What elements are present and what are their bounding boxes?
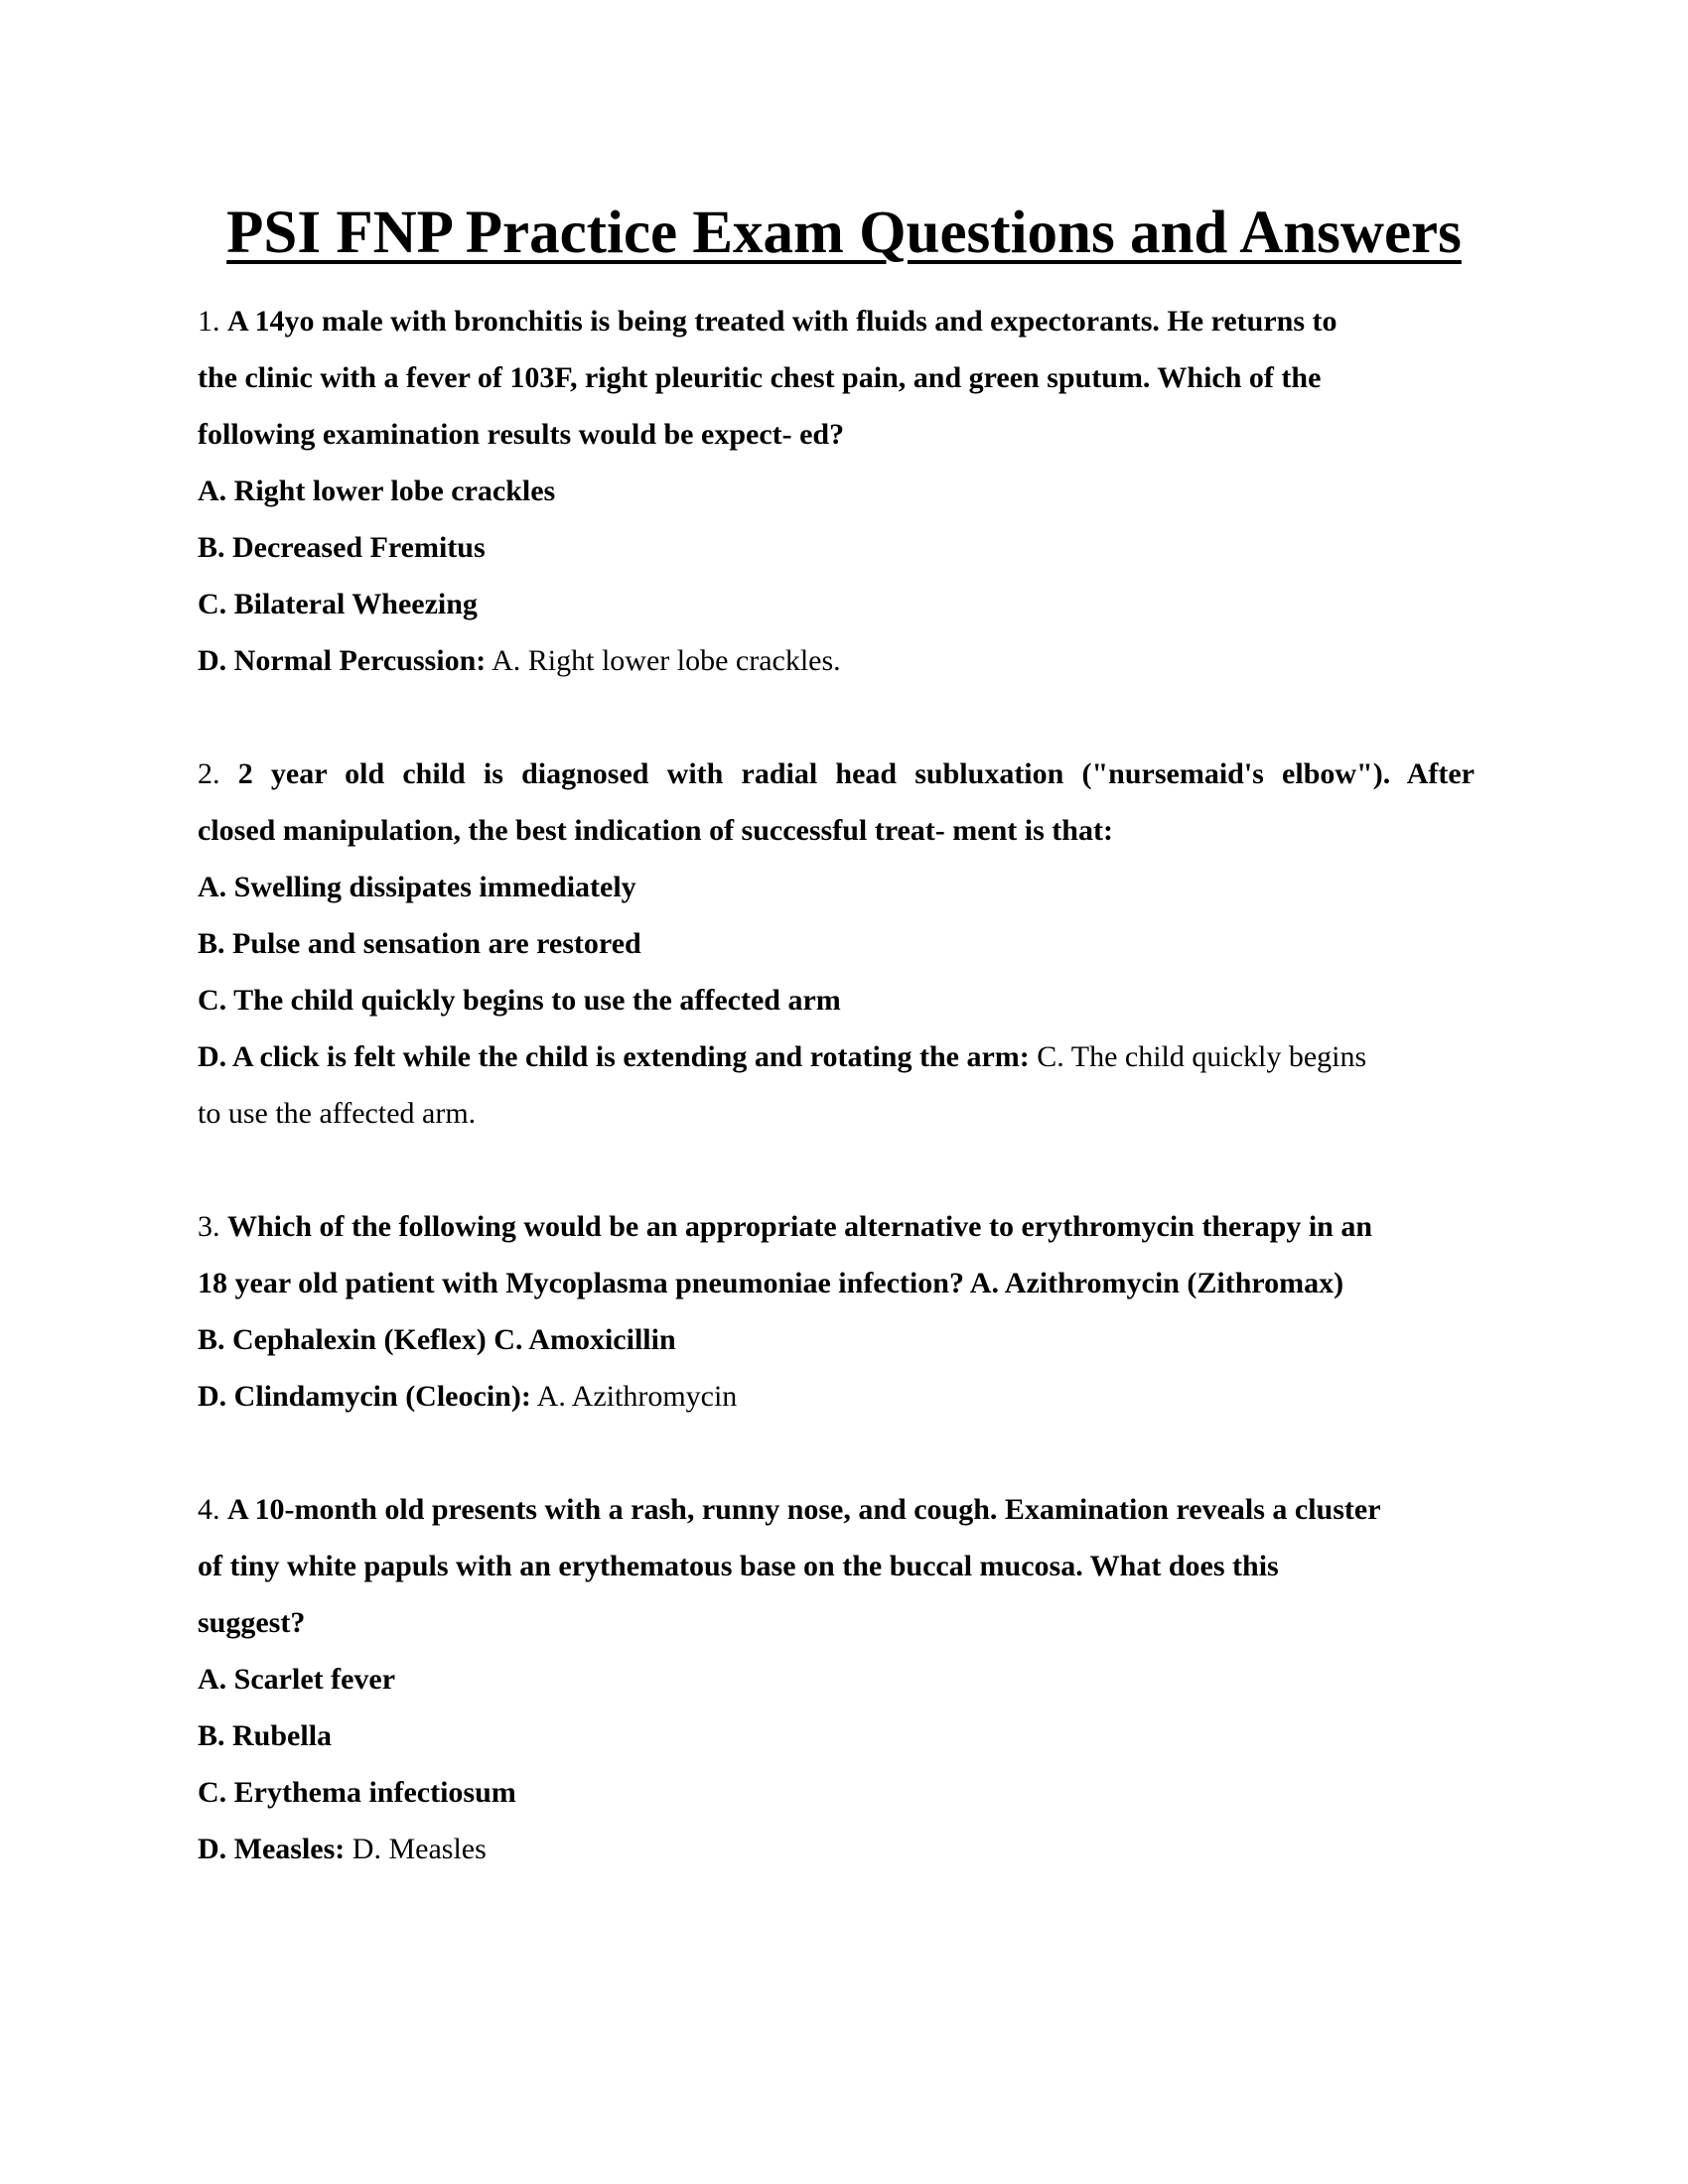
answer-text: 4. bbox=[198, 1493, 227, 1526]
answer-text: 2. bbox=[198, 757, 238, 790]
question-text: D. Measles: bbox=[198, 1833, 346, 1865]
question-list bbox=[198, 293, 1475, 1877]
question-text: 18 year old patient with Mycoplasma pneumoniae infection? A. Azithromycin (Zithromax) bbox=[198, 1267, 1344, 1299]
question-line bbox=[198, 1311, 1475, 1368]
spacer bbox=[198, 1142, 1475, 1198]
question-text: B. Pulse and sensation are restored bbox=[198, 927, 641, 960]
spacer bbox=[198, 1425, 1475, 1481]
question-text: A 10-month old presents with a rash, runny nose, and cough. Examination reveals a cluster bbox=[227, 1493, 1381, 1526]
question-line bbox=[198, 915, 1475, 972]
question-text: C. The child quickly begins to use the affected arm bbox=[198, 984, 841, 1017]
question-line bbox=[198, 1707, 1475, 1764]
question-line bbox=[198, 746, 1475, 802]
question-line bbox=[198, 1651, 1475, 1707]
answer-text: D. Measles bbox=[345, 1833, 487, 1865]
question-text: Which of the following would be an appropriate alternative to erythromycin therapy in an bbox=[227, 1210, 1373, 1243]
question-text: 2 year old child is diagnosed with radial head subluxation ("nursemaid's elbow"). After bbox=[237, 757, 1475, 790]
question-text: C. Bilateral Wheezing bbox=[198, 588, 478, 620]
question-line bbox=[198, 406, 1475, 463]
question-line bbox=[198, 576, 1475, 632]
answer-text: A. Azithromycin bbox=[530, 1380, 738, 1413]
question-text: A. Swelling dissipates immediately bbox=[198, 871, 636, 903]
question-text: A. Scarlet fever bbox=[198, 1663, 396, 1696]
question-line bbox=[198, 349, 1475, 406]
question-text: B. Cephalexin (Keflex) C. Amoxicillin bbox=[198, 1323, 676, 1356]
answer-text: 1. bbox=[198, 305, 227, 338]
question-text: A. Right lower lobe crackles bbox=[198, 475, 556, 507]
question-line bbox=[198, 1594, 1475, 1651]
question-line bbox=[198, 1028, 1475, 1085]
question-2 bbox=[198, 746, 1475, 1142]
question-line bbox=[198, 802, 1475, 859]
question-line bbox=[198, 463, 1475, 519]
answer-text: A. Right lower lobe crackles. bbox=[486, 644, 841, 677]
question-line bbox=[198, 859, 1475, 915]
question-line bbox=[198, 519, 1475, 576]
spacer bbox=[198, 689, 1475, 746]
page-title: PSI FNP Practice Exam Questions and Answers bbox=[226, 200, 1462, 266]
question-line bbox=[198, 1538, 1475, 1594]
question-text: D. Normal Percussion: bbox=[198, 644, 487, 677]
question-4 bbox=[198, 1481, 1475, 1877]
question-line bbox=[198, 1764, 1475, 1821]
question-text: D. Clindamycin (Cleocin): bbox=[198, 1380, 531, 1413]
question-text: A 14yo male with bronchitis is being treated with fluids and expectorants. He returns to bbox=[227, 305, 1337, 338]
question-line bbox=[198, 1821, 1475, 1877]
question-text: D. A click is felt while the child is extending and rotating the arm: bbox=[198, 1040, 1030, 1073]
question-line bbox=[198, 293, 1475, 349]
question-line bbox=[198, 632, 1475, 689]
question-text: the clinic with a fever of 103F, right pleuritic chest pain, and green sputum. Which of the bbox=[198, 361, 1322, 394]
answer-text: to use the affected arm. bbox=[198, 1097, 477, 1130]
question-text: closed manipulation, the best indication of successful treat- ment is that: bbox=[198, 814, 1113, 847]
question-text: B. Rubella bbox=[198, 1719, 333, 1752]
question-line bbox=[198, 1198, 1475, 1255]
question-line bbox=[198, 972, 1475, 1028]
question-text: C. Erythema infectiosum bbox=[198, 1776, 516, 1809]
answer-text: 3. bbox=[198, 1210, 227, 1243]
answer-text: C. The child quickly begins bbox=[1029, 1040, 1367, 1073]
question-text: of tiny white papuls with an erythematous base on the buccal mucosa. What does this bbox=[198, 1550, 1279, 1582]
question-3 bbox=[198, 1198, 1475, 1425]
question-text: suggest? bbox=[198, 1606, 306, 1639]
question-line bbox=[198, 1085, 1475, 1142]
question-line bbox=[198, 1481, 1475, 1538]
question-text: following examination results would be expect- ed? bbox=[198, 418, 845, 451]
question-text: B. Decreased Fremitus bbox=[198, 531, 486, 564]
question-line bbox=[198, 1255, 1475, 1311]
question-line bbox=[198, 1368, 1475, 1425]
question-1 bbox=[198, 293, 1475, 689]
